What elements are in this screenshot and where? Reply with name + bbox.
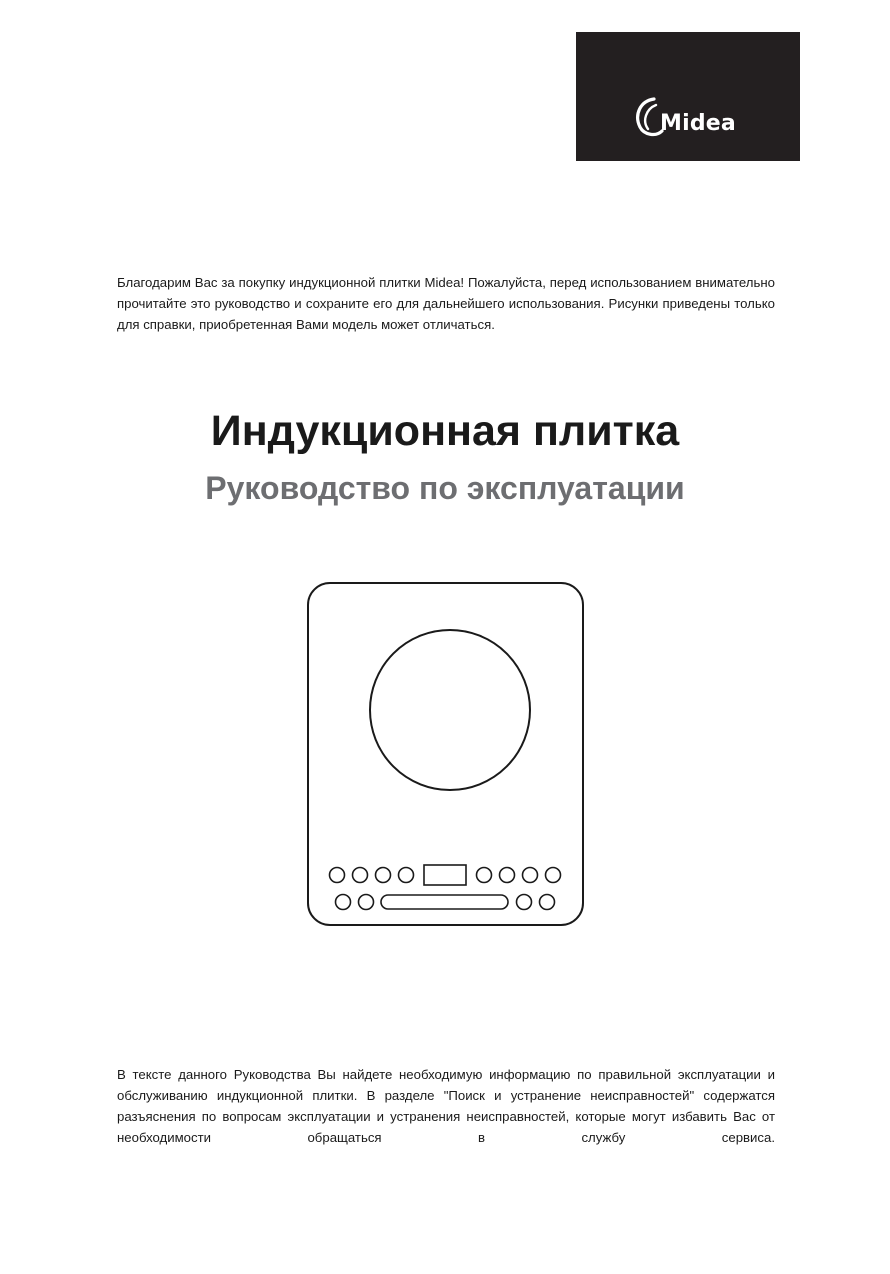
intro-paragraph: Благодарим Вас за покупку индукционной плитки Midea! Пожалуйста, перед использованием внимательно прочитайте это руководство и сохраните его для дальнейшего использования. Рисунки приведены только для справки, приобретенная Вами модель может отличаться. bbox=[117, 275, 775, 332]
page-title: Индукционная плитка bbox=[210, 407, 680, 455]
brand-logo bbox=[576, 32, 800, 161]
outro-paragraph: В тексте данного Руководства Вы найдете необходимую информацию по правильной эксплуатации и обслуживанию индукционной плитки. В разделе "Поиск и устранение неисправностей" содержатся разъяснения по вопросам эксплуатации и устранения неисправностей, которые могут избавить Вас от необходимости обращаться в службу сервиса. bbox=[117, 1067, 775, 1145]
induction-cooktop-icon bbox=[306, 581, 586, 927]
brand-logo-text: Midea bbox=[660, 111, 736, 136]
page-subtitle: Руководство по эксплуатации bbox=[205, 470, 685, 506]
